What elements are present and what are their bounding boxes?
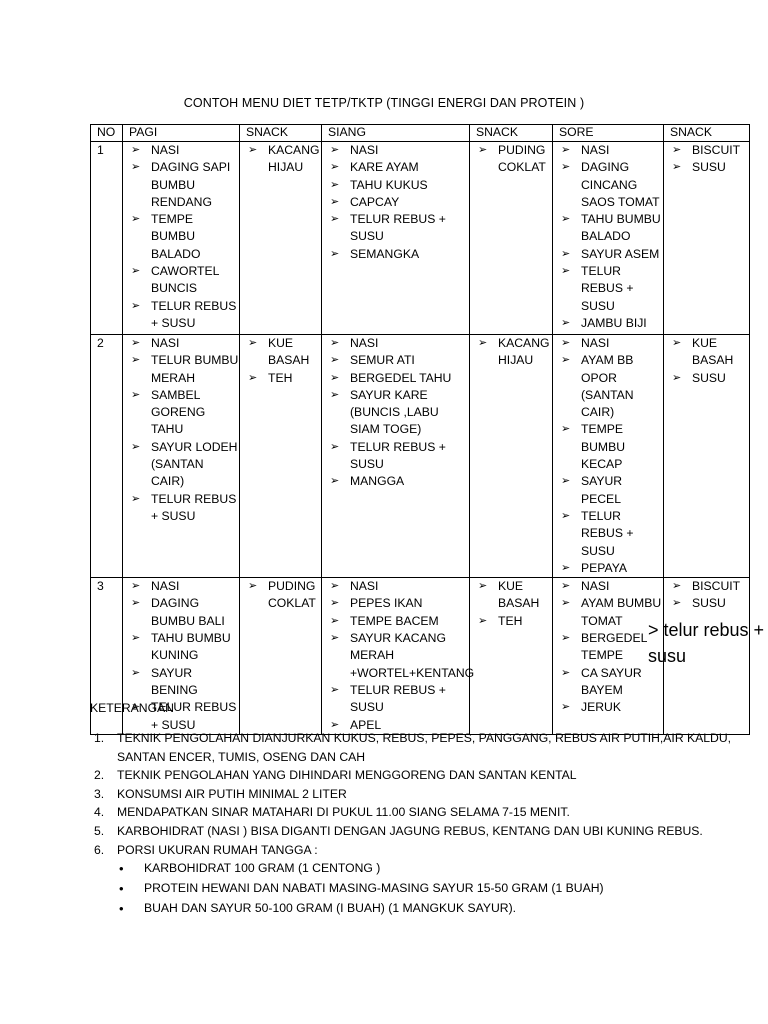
menu-item: ➢ TELUR REBUS + SUSU	[328, 439, 469, 474]
menu-item: ➢ DAGING CINCANG SAOS TOMAT	[559, 159, 663, 211]
menu-item: ➢ APEL	[328, 717, 469, 734]
menu-item: ➢ BISCUIT	[670, 578, 749, 595]
menu-item: ➢ KARE AYAM	[328, 159, 469, 176]
menu-item: ➢ KUE BASAH	[670, 335, 749, 370]
menu-item: ➢ PEPES IKAN	[328, 595, 469, 612]
menu-item: ➢ TEMPE BACEM	[328, 613, 469, 630]
menu-item: ➢ TAHU BUMBU BALADO	[559, 211, 663, 246]
menu-item: ➢ SUSU	[670, 159, 749, 176]
menu-item: ➢ BERGEDEL TEMPE	[559, 630, 663, 665]
menu-item: ➢ NASI	[129, 578, 239, 595]
note-item	[94, 766, 754, 785]
menu-item: ➢ SAYUR ASEM	[559, 246, 663, 263]
pagi-cell	[123, 335, 240, 578]
menu-item: ➢ JERUK	[559, 699, 663, 716]
snack-1-cell	[240, 578, 322, 735]
menu-item: ➢ SAYUR BENING	[129, 665, 239, 700]
col-header-no: NO	[91, 125, 123, 142]
col-header-snack-1: SNACK	[240, 125, 322, 142]
menu-item: ➢ TEH	[476, 613, 552, 630]
menu-item: ➢ SUSU	[670, 370, 749, 387]
snack-2-cell	[470, 335, 553, 578]
note-item	[94, 729, 754, 766]
menu-item: ➢ TELUR REBUS + SUSU	[328, 682, 469, 717]
menu-item: ➢ NASI	[129, 142, 239, 159]
portion-list	[117, 859, 754, 918]
menu-item: ➢ NASI	[559, 142, 663, 159]
menu-item: ➢ PEPAYA	[559, 560, 663, 577]
overlay-note: > telur rebus + susu	[648, 620, 765, 666]
snack-1-cell	[240, 142, 322, 335]
menu-item: ➢ AYAM BUMBU TOMAT	[559, 595, 663, 630]
table-row	[91, 142, 750, 335]
siang-cell	[322, 142, 470, 335]
menu-item-list	[328, 578, 475, 734]
menu-item-list	[476, 578, 552, 630]
snack-2-cell	[470, 142, 553, 335]
menu-item-list	[129, 335, 239, 525]
menu-item-list	[559, 335, 663, 577]
menu-item: ➢ SUSU	[670, 595, 749, 612]
menu-item: ➢ JAMBU BIJI	[559, 315, 663, 332]
col-header-snack-2: SNACK	[470, 125, 553, 142]
snack-1-cell	[240, 335, 322, 578]
menu-item-list	[670, 335, 749, 387]
note-text: KARBOHIDRAT (NASI ) BISA DIGANTI DENGAN JAGUNG REBUS, KENTANG DAN UBI KUNING REBUS.	[117, 823, 703, 838]
row-number: 3	[91, 578, 123, 735]
menu-item-list	[328, 335, 469, 491]
menu-item: ➢ TEMPE BUMBU BALADO	[129, 211, 239, 263]
table-header-row	[91, 125, 750, 142]
note-number: 6.	[94, 842, 105, 857]
col-header-siang: SIANG	[322, 125, 470, 142]
menu-item-list	[246, 578, 321, 613]
menu-item: ➢ DAGING SAPI BUMBU RENDANG	[129, 159, 239, 211]
menu-item: ➢ TELUR REBUS + SUSU	[129, 491, 239, 526]
menu-item: ➢ CAPCAY	[328, 194, 469, 211]
menu-item: ➢ MANGGA	[328, 473, 469, 490]
menu-item: ➢ TELUR REBUS + SUSU	[559, 508, 663, 560]
note-text: MENDAPATKAN SINAR MATAHARI DI PUKUL 11.00 SIANG SELAMA 7-15 MENIT.	[117, 805, 570, 820]
menu-item: ➢ KUE BASAH	[476, 578, 552, 613]
menu-item: ➢ NASI	[129, 335, 239, 352]
snack-3-cell	[664, 335, 750, 578]
menu-item: ➢ NASI	[559, 578, 663, 595]
menu-item: ➢ TELUR BUMBU MERAH	[129, 352, 239, 387]
menu-item: ➢ NASI	[328, 335, 469, 352]
notes-list	[94, 729, 754, 918]
note-text: KONSUMSI AIR PUTIH MINIMAL 2 LITER	[117, 786, 347, 801]
menu-item-list	[670, 578, 749, 613]
menu-item: ➢ KUE BASAH	[246, 335, 321, 370]
note-number: 3.	[94, 786, 105, 801]
col-header-sore: SORE	[553, 125, 664, 142]
menu-item-list	[476, 142, 552, 177]
menu-item: ➢ TEMPE BUMBU KECAP	[559, 421, 663, 473]
row-number: 2	[91, 335, 123, 578]
siang-cell	[322, 578, 475, 735]
menu-item: ➢ TAHU KUKUS	[328, 177, 469, 194]
menu-item: ➢ KACANG HIJAU	[246, 142, 321, 177]
portion-item: • BUAH DAN SAYUR 50-100 GRAM (I BUAH) (1 MANGKUK SAYUR).	[117, 899, 754, 919]
row-number: 1	[91, 142, 123, 335]
menu-item: ➢ NASI	[328, 142, 469, 159]
menu-item: ➢ AYAM BB OPOR (SANTAN CAIR)	[559, 352, 663, 421]
menu-item-list	[476, 335, 552, 370]
note-number: 4.	[94, 805, 105, 820]
col-header-pagi: PAGI	[123, 125, 240, 142]
menu-item-list	[246, 142, 321, 177]
menu-item: ➢ TAHU BUMBU KUNING	[129, 630, 239, 665]
menu-item: ➢ SAYUR KACANG MERAH +WORTEL+KENTANG	[328, 630, 469, 682]
note-number: 2.	[94, 768, 105, 783]
menu-item: ➢ NASI	[559, 335, 663, 352]
siang-cell	[322, 335, 470, 578]
menu-item: ➢ BISCUIT	[670, 142, 749, 159]
snack-2-cell	[470, 578, 553, 735]
menu-item-list	[559, 142, 663, 332]
menu-item-list	[328, 142, 469, 263]
menu-item: ➢ SAMBEL GORENG TAHU	[129, 387, 239, 439]
menu-item: ➢ CAWORTEL BUNCIS	[129, 263, 239, 298]
menu-item: ➢ PUDING COKLAT	[476, 142, 552, 177]
note-number: 1.	[94, 731, 105, 745]
note-item	[94, 785, 754, 804]
menu-item-list	[246, 335, 321, 387]
menu-item: ➢ BERGEDEL TAHU	[328, 370, 469, 387]
menu-item: ➢ SEMUR ATI	[328, 352, 469, 369]
menu-item: ➢ CA SAYUR BAYEM	[559, 665, 663, 700]
portion-item: • PROTEIN HEWANI DAN NABATI MASING-MASING SAYUR 15-50 GRAM (1 BUAH)	[117, 879, 754, 899]
note-text: PORSI UKURAN RUMAH TANGGA :	[117, 842, 318, 857]
note-number: 5.	[94, 823, 105, 838]
note-item	[94, 803, 754, 822]
note-item	[94, 822, 754, 841]
menu-item: ➢ SAYUR KARE (BUNCIS ,LABU SIAM TOGE)	[328, 387, 469, 439]
note-item	[94, 841, 754, 919]
menu-item: ➢ NASI	[328, 578, 469, 595]
sore-cell	[553, 335, 664, 578]
note-text: TEKNIK PENGOLAHAN DIANJURKAN KUKUS, REBUS, PEPES, PANGGANG, REBUS AIR PUTIH,AIR KALDU, SANTAN ENCER, TUMIS, OSENG DAN CAH	[117, 731, 732, 764]
sore-cell	[553, 142, 664, 335]
pagi-cell	[123, 142, 240, 335]
menu-item: ➢ SEMANGKA	[328, 246, 469, 263]
note-text: TEKNIK PENGOLAHAN YANG DIHINDARI MENGGORENG DAN SANTAN KENTAL	[117, 768, 577, 783]
portion-item: • KARBOHIDRAT 100 GRAM (1 CENTONG )	[117, 859, 754, 879]
menu-item: ➢ TELUR REBUS + SUSU	[129, 699, 239, 734]
menu-item: ➢ SAYUR LODEH (SANTAN CAIR)	[129, 439, 239, 491]
snack-3-cell	[664, 142, 750, 335]
menu-item: ➢ TELUR REBUS + SUSU	[129, 298, 239, 333]
col-header-snack-3: SNACK	[664, 125, 750, 142]
menu-item: ➢ TEH	[246, 370, 321, 387]
menu-item: ➢ KACANG HIJAU	[476, 335, 552, 370]
menu-item: ➢ PUDING COKLAT	[246, 578, 321, 613]
menu-item-list	[670, 142, 749, 177]
menu-item-list	[129, 142, 239, 332]
sore-cell	[553, 578, 664, 735]
keterangan-label: KETERANGAN	[90, 701, 174, 715]
table-row	[91, 335, 750, 578]
menu-item: ➢ TELUR REBUS + SUSU	[328, 211, 469, 246]
menu-item: ➢ TELUR REBUS + SUSU	[559, 263, 663, 315]
page-title: CONTOH MENU DIET TETP/TKTP (TINGGI ENERGI DAN PROTEIN )	[183, 96, 585, 110]
menu-item: ➢ SAYUR PECEL	[559, 473, 663, 508]
menu-item: ➢ DAGING BUMBU BALI	[129, 595, 239, 630]
